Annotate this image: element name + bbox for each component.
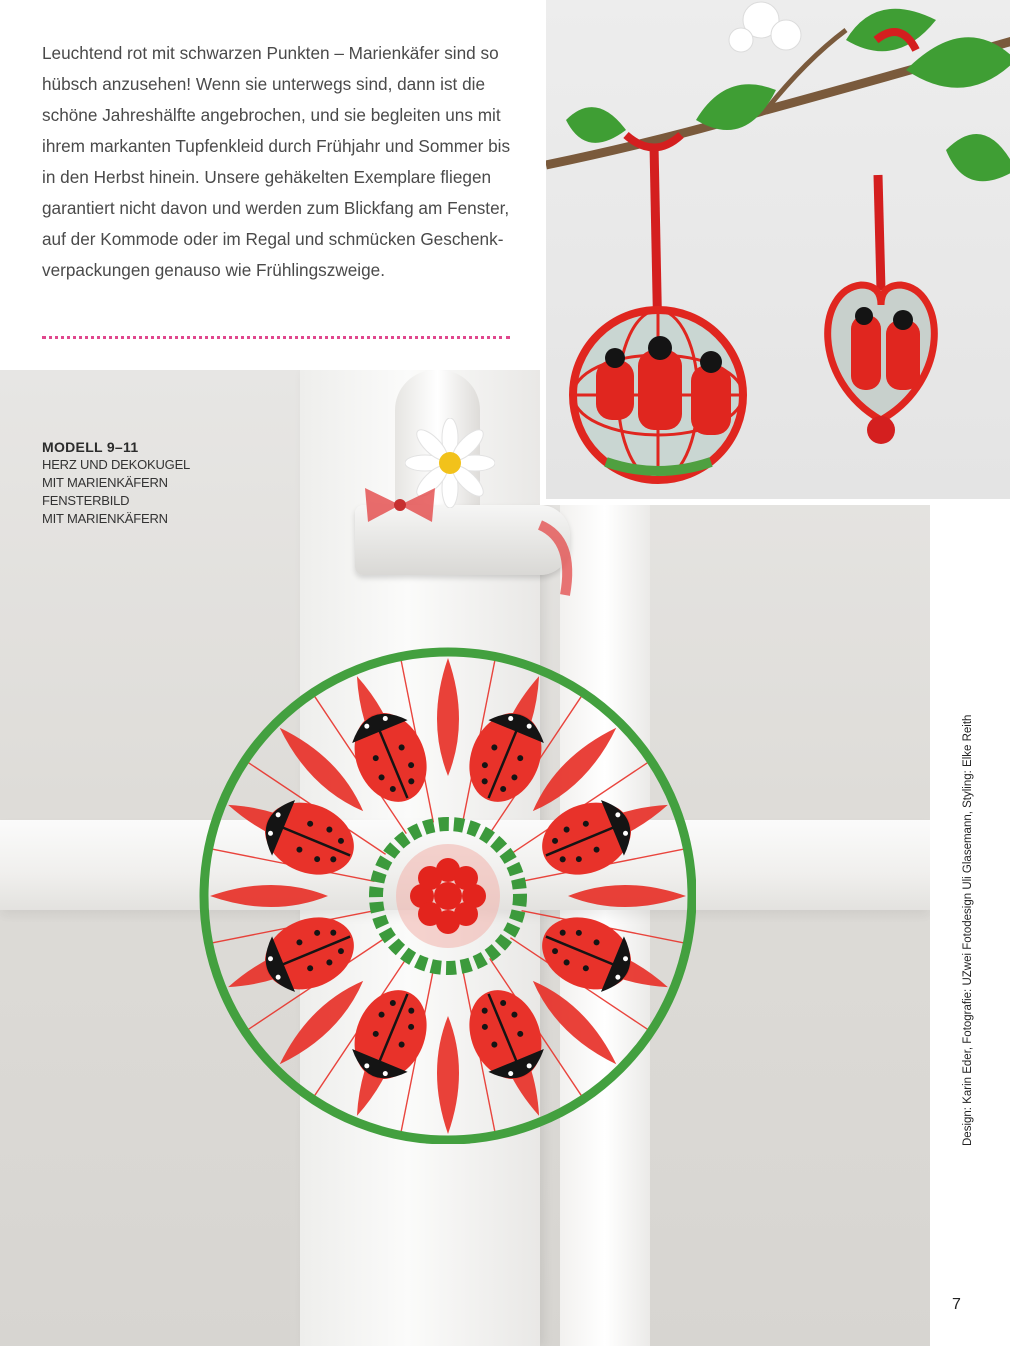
crochet-window-picture xyxy=(196,644,696,1144)
ladybug-icon xyxy=(456,979,554,1090)
ladybug-icon xyxy=(342,702,440,813)
lace-petal xyxy=(210,885,328,907)
ladybug-icon xyxy=(531,904,642,1002)
dotted-divider xyxy=(42,336,510,339)
lace-petal xyxy=(568,885,686,907)
text-panel xyxy=(0,0,540,370)
ladybug-icon xyxy=(254,904,365,1002)
model-line: HERZ UND DEKOKUGEL xyxy=(42,457,191,472)
model-line: MIT MARIENKÄFERN xyxy=(42,475,168,490)
gingham-ribbon-icon xyxy=(535,520,605,600)
ladybug-icon xyxy=(531,790,642,888)
model-line: FENSTERBILD xyxy=(42,493,130,508)
ornaments-photo xyxy=(540,0,1010,505)
model-caption xyxy=(42,438,302,528)
ornaments-illustration xyxy=(546,0,1010,505)
ladybug-icon xyxy=(456,702,554,813)
lace-petal xyxy=(437,658,459,776)
ladybug-icon xyxy=(254,790,365,888)
ladybug-icon xyxy=(342,979,440,1090)
model-title: MODELL 9–11 xyxy=(42,439,139,455)
model-line: MIT MARIENKÄFERN xyxy=(42,511,168,526)
gingham-bow-icon xyxy=(360,480,440,530)
lace-petal xyxy=(437,1016,459,1134)
page-number: 7 xyxy=(952,1296,961,1313)
intro-paragraph: Leuchtend rot mit schwarzen Punkten – Marienkäfer sind so hübsch anzusehen! Wenn sie unterwegs sind, dann ist die schöne Jahreshälfte angebrochen, und sie begleiten uns mit ihrem markanten Tupfenkleid durch Frühjahr und Sommer bis in den Herbst hinein. Unsere gehäkelten Exemplare fliegen garantiert nicht davon und werden zum Blickfang am Fenster, auf der Kommode oder im Regal und schmücken Geschenk-verpackungen genauso wie Frühlingszweige. xyxy=(42,43,511,280)
photo-credits: Design: Karin Eder, Fotografie: UZwei Fotodesign Uli Glasemann, Styling: Elke Reith xyxy=(962,714,974,1146)
